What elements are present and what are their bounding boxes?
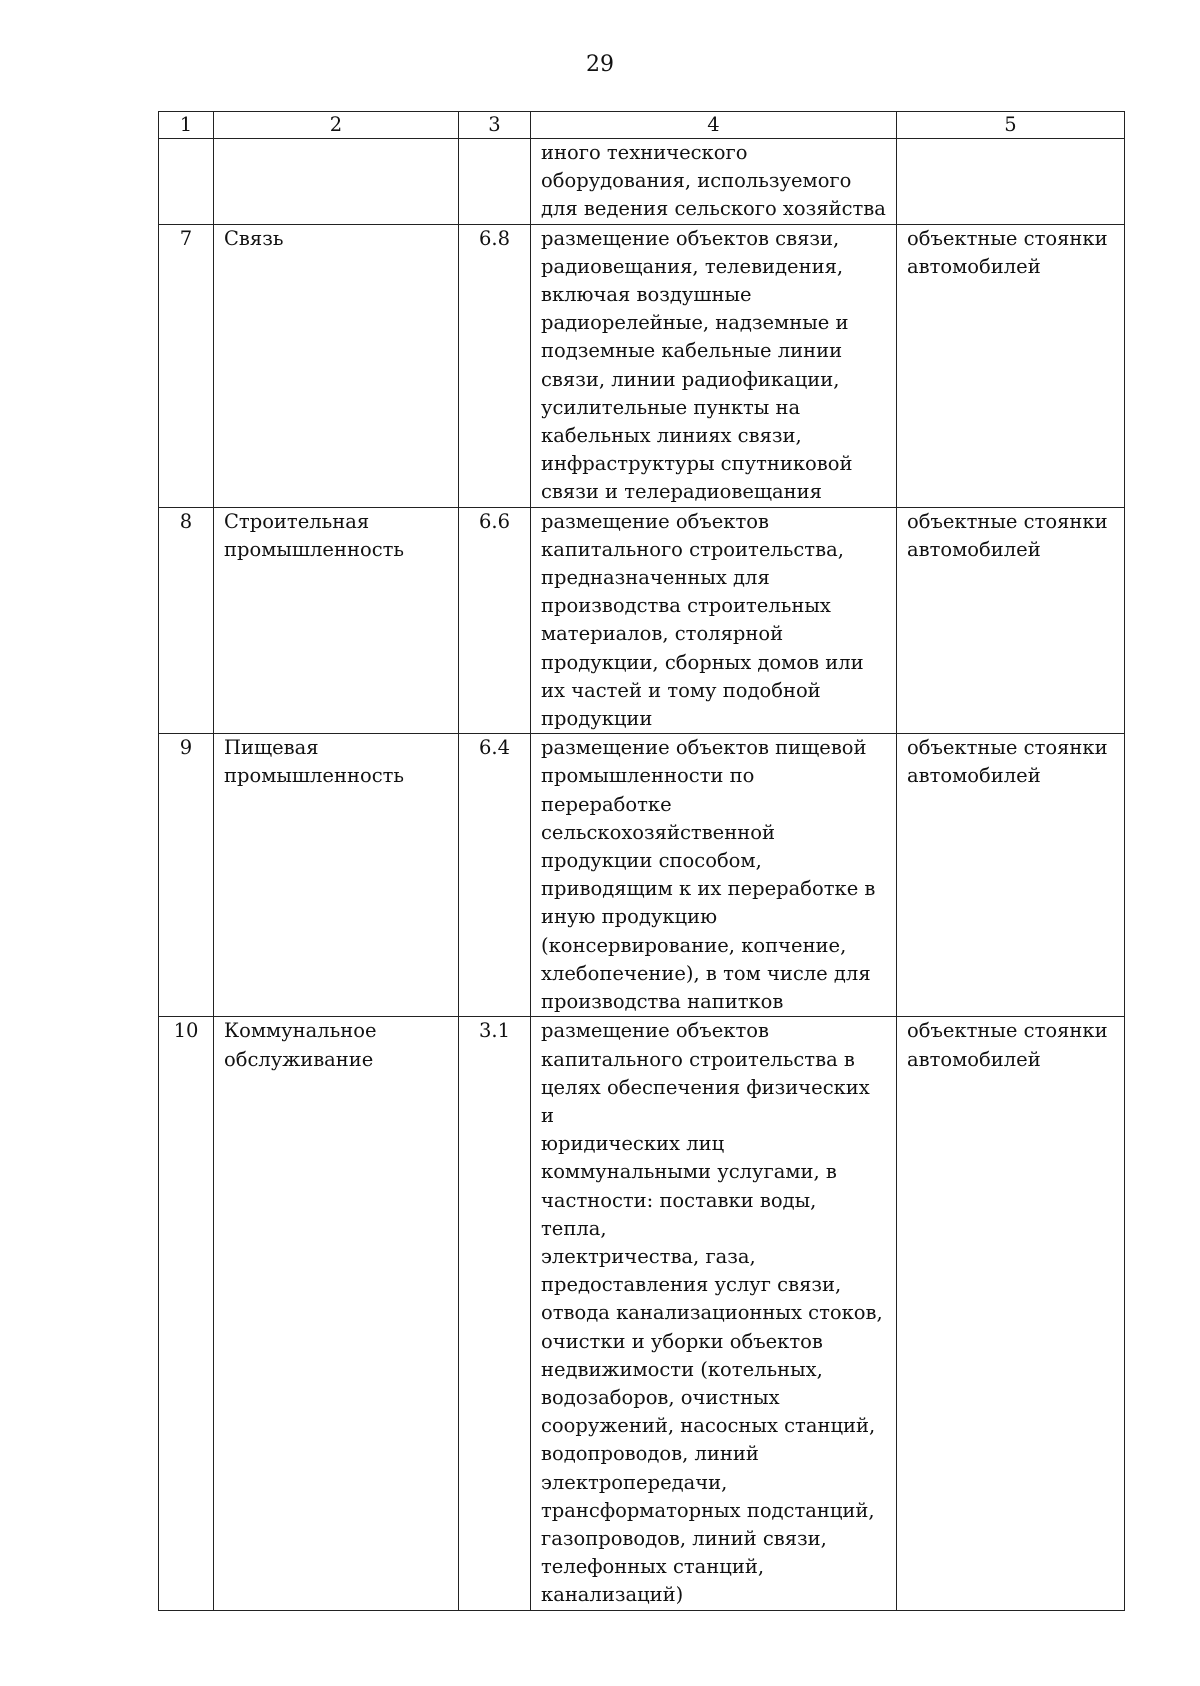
column-header-3: 3 [459, 112, 531, 139]
use-code-cell: 3.1 [459, 1017, 531, 1610]
use-code-cell: 6.4 [459, 734, 531, 1017]
page-number: 29 [586, 52, 614, 77]
auxiliary-use-cell: объектные стоянки автомобилей [897, 507, 1125, 734]
column-header-5: 5 [897, 112, 1125, 139]
description-cell: размещение объектов капитального строительства в целях обеспечения физических и юридических лиц коммунальными услугами, в частности: поставки воды, тепла, электричества, газа, предоставления услуг связи, отвода канализационных стоков, очистки и уборки объектов недвижимости (котельных, водозаборов, очистных сооружений, насосных станций, водопроводов, линий электропередачи, трансформаторных подстанций, газопроводов, линий связи, телефонных станций, канализаций) [531, 1017, 897, 1610]
table-row [159, 507, 1125, 734]
auxiliary-use-cell [897, 139, 1125, 225]
use-code-cell [459, 139, 531, 225]
auxiliary-use-cell: объектные стоянки автомобилей [897, 1017, 1125, 1610]
description-cell: размещение объектов капитального строительства, предназначенных для производства строительных материалов, столярной продукции, сборных домов или их частей и тому подобной продукции [531, 507, 897, 734]
column-header-2: 2 [214, 112, 459, 139]
use-name-cell: Коммунальное обслуживание [214, 1017, 459, 1610]
use-name-cell: Строительная промышленность [214, 507, 459, 734]
row-number-cell: 10 [159, 1017, 214, 1610]
auxiliary-use-cell: объектные стоянки автомобилей [897, 734, 1125, 1017]
use-code-cell: 6.6 [459, 507, 531, 734]
land-use-table [158, 111, 1125, 1611]
table-row [159, 224, 1125, 507]
table-row [159, 734, 1125, 1017]
column-header-1: 1 [159, 112, 214, 139]
column-header-4: 4 [531, 112, 897, 139]
use-name-cell [214, 139, 459, 225]
table-row [159, 139, 1125, 225]
description-cell: иного технического оборудования, используемого для ведения сельского хозяйства [531, 139, 897, 225]
row-number-cell [159, 139, 214, 225]
table-row [159, 1017, 1125, 1610]
use-name-cell: Пищевая промышленность [214, 734, 459, 1017]
description-cell: размещение объектов связи, радиовещания, телевидения, включая воздушные радиорелейные, надземные и подземные кабельные линии связи, линии радиофикации, усилительные пункты на кабельных линиях связи, инфраструктуры спутниковой связи и телерадиовещания [531, 224, 897, 507]
header-row [159, 112, 1125, 139]
auxiliary-use-cell: объектные стоянки автомобилей [897, 224, 1125, 507]
row-number-cell: 7 [159, 224, 214, 507]
row-number-cell: 9 [159, 734, 214, 1017]
row-number-cell: 8 [159, 507, 214, 734]
use-name-cell: Связь [214, 224, 459, 507]
use-code-cell: 6.8 [459, 224, 531, 507]
description-cell: размещение объектов пищевой промышленности по переработке сельскохозяйственной продукции способом, приводящим к их переработке в иную продукцию (консервирование, копчение, хлебопечение), в том числе для производства напитков [531, 734, 897, 1017]
